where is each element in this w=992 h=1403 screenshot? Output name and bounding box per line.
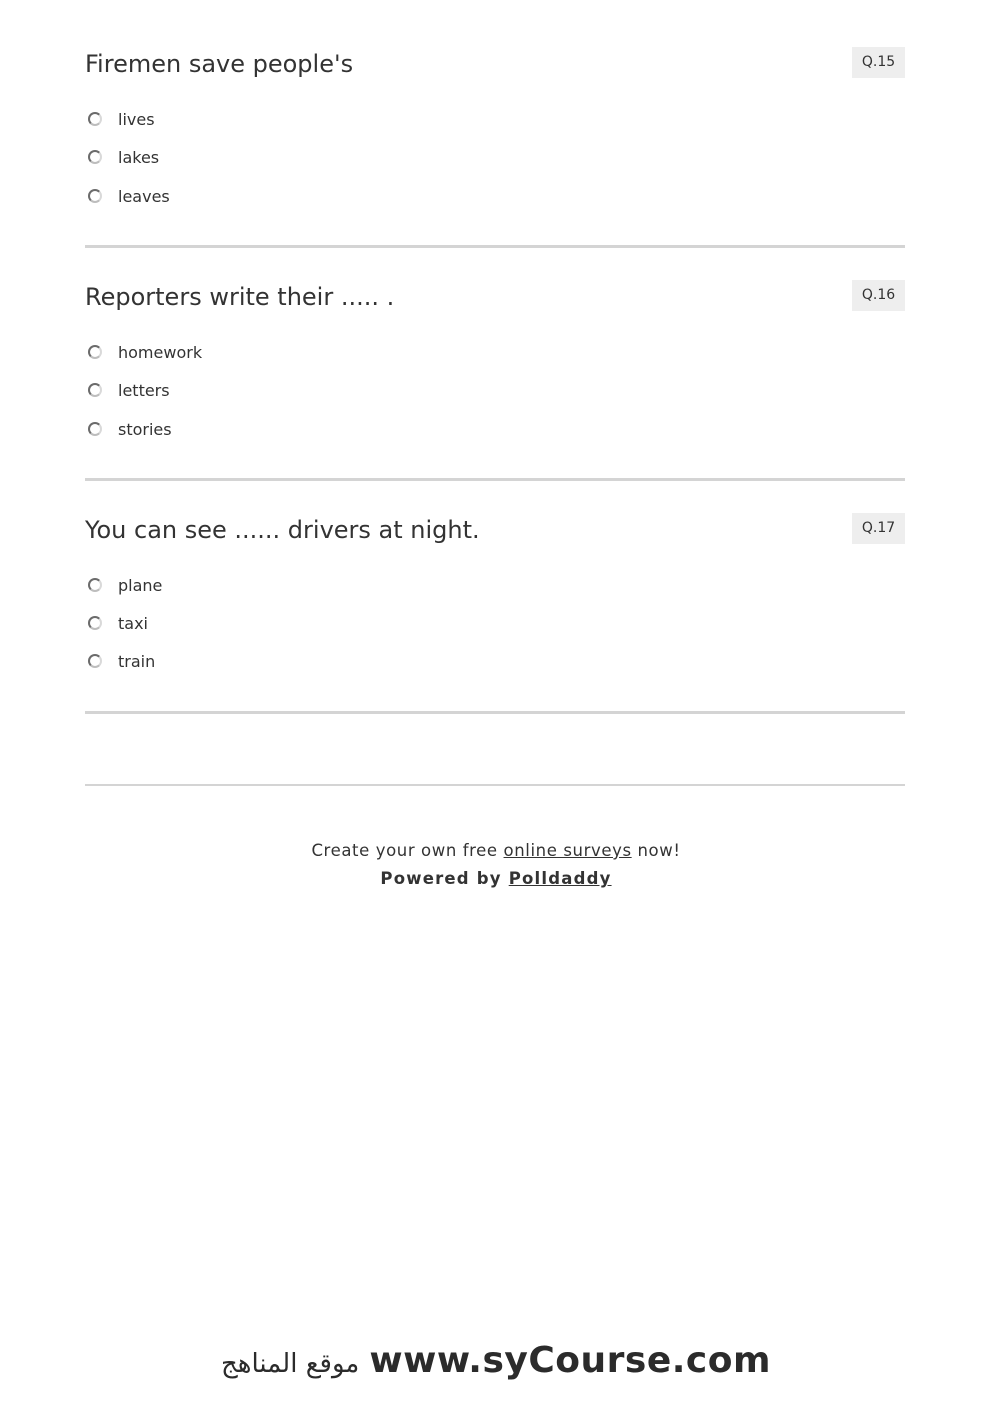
answer-option-homework[interactable] [85,340,202,364]
answer-option-train[interactable] [85,649,155,673]
question-divider [85,711,905,714]
question-number-badge: Q.17 [852,513,905,544]
question-15 [85,47,905,217]
question-16 [85,280,905,450]
answer-option-lakes[interactable] [85,145,159,169]
question-divider [85,478,905,481]
question-title: Firemen save people's [85,50,354,78]
question-number-badge: Q.16 [852,280,905,311]
watermark-arabic-text: موقع المناهج [220,1349,360,1379]
footer-divider [85,784,905,786]
powered-by [0,869,992,888]
online-surveys-link[interactable]: online surveys [503,841,632,860]
polldaddy-link[interactable]: Polldaddy [508,869,612,888]
answer-option-label: leaves [118,186,170,206]
answer-option-stories[interactable] [85,417,172,441]
powered-by-prefix: Powered by [380,869,502,888]
answer-option-leaves[interactable] [85,184,170,208]
radio-button[interactable] [88,383,102,397]
answer-option-label: plane [118,575,163,595]
radio-button[interactable] [88,150,102,164]
question-title: Reporters write their ..... . [85,283,395,311]
watermark [0,1340,992,1381]
answer-option-lives[interactable] [85,107,155,131]
answer-option-plane[interactable] [85,573,162,597]
question-number-badge: Q.15 [852,47,905,78]
radio-button[interactable] [88,345,102,359]
answer-option-label: stories [118,419,172,439]
question-17 [85,513,905,683]
answer-option-label: letters [118,380,170,400]
answer-option-label: train [118,651,156,671]
radio-button[interactable] [88,616,102,630]
footer-promo-prefix: Create your own free [311,841,498,860]
answer-option-letters[interactable] [85,378,170,402]
radio-button[interactable] [88,578,102,592]
question-title: You can see ...... drivers at night. [85,516,480,544]
answer-option-label: taxi [118,613,148,633]
answer-option-label: lives [118,109,155,129]
watermark-url: www.syCourse.com [369,1340,771,1381]
radio-button[interactable] [88,422,102,436]
footer-promo-suffix: now! [637,841,681,860]
radio-button[interactable] [88,112,102,126]
answer-option-label: homework [118,342,203,362]
radio-button[interactable] [88,654,102,668]
answer-option-label: lakes [118,147,160,167]
footer-promo [0,841,992,860]
question-divider [85,245,905,248]
radio-button[interactable] [88,189,102,203]
answer-option-taxi[interactable] [85,611,148,635]
